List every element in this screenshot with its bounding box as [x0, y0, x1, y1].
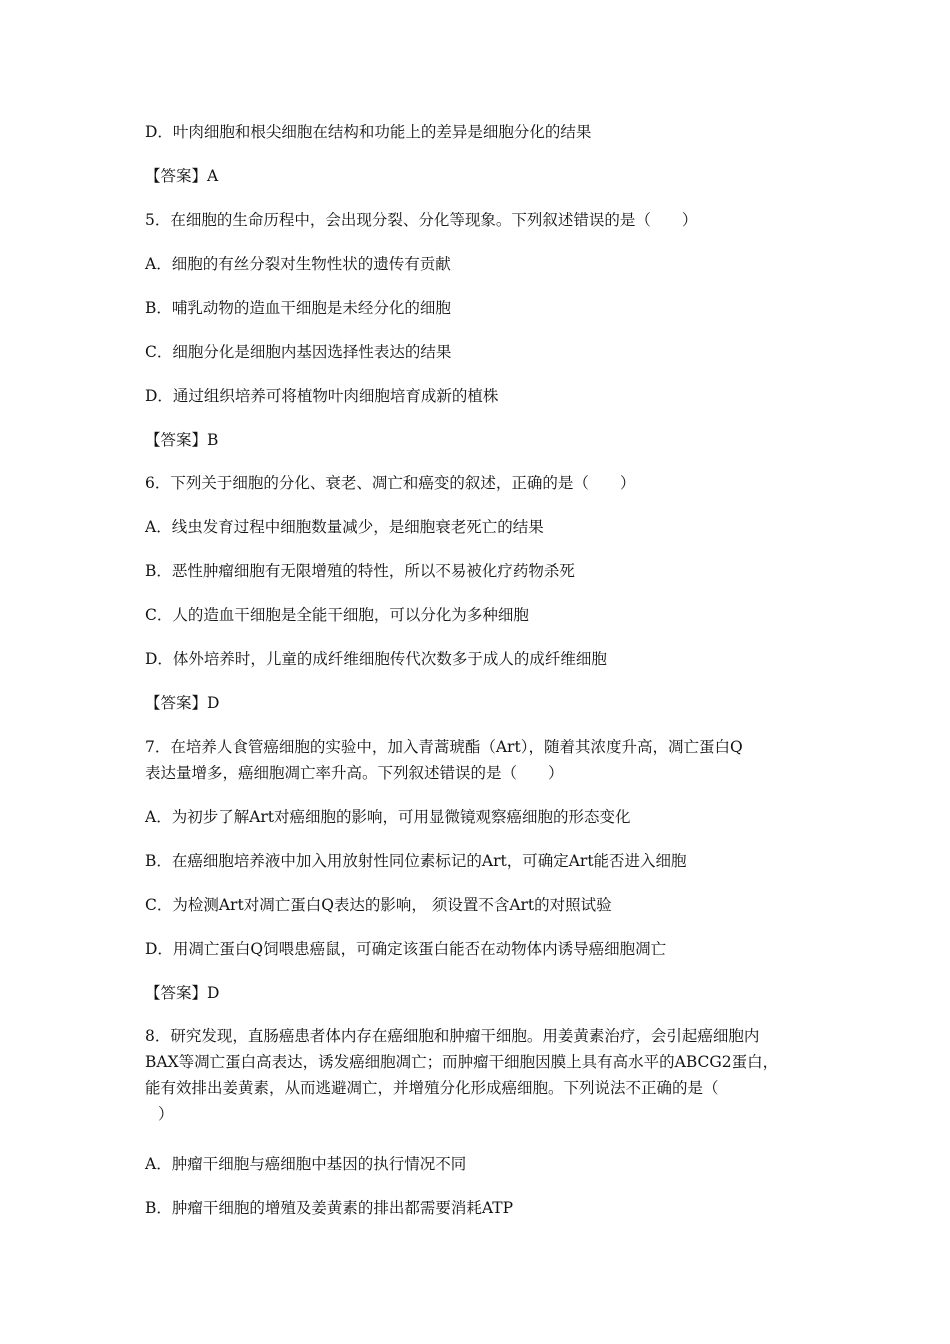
q5-option-a: A．细胞的有丝分裂对生物性状的遗传有贡献: [145, 255, 451, 273]
q8-option-a: A．肿瘤干细胞与癌细胞中基因的执行情况不同: [145, 1155, 467, 1173]
q6-option-b: B．恶性肿瘤细胞有无限增殖的特性，所以不易被化疗药物杀死: [145, 562, 575, 580]
q8-stem-line2: BAX等凋亡蛋白高表达，诱发癌细胞凋亡；而肿瘤干细胞因膜上具有高水平的ABCG2蛋白，: [145, 1053, 779, 1071]
q6-option-c: C．人的造血干细胞是全能干细胞，可以分化为多种细胞: [145, 606, 529, 624]
q7-option-b: B．在癌细胞培养液中加入用放射性同位素标记的Art，可确定Art能否进入细胞: [145, 852, 687, 870]
q6-option-a: A．线虫发育过程中细胞数量减少，是细胞衰老死亡的结果: [145, 518, 544, 536]
q5-stem: 5．在细胞的生命历程中，会出现分裂、分化等现象。下列叙述错误的是（ ）: [145, 211, 698, 229]
q8-stem-line4: ）: [158, 1105, 174, 1123]
q4-answer: 【答案】A: [145, 167, 219, 185]
q6-answer: 【答案】D: [145, 694, 220, 712]
q7-stem-line2: 表达量增多，癌细胞凋亡率升高。下列叙述错误的是（ ）: [145, 764, 564, 782]
q5-option-b: B．哺乳动物的造血干细胞是未经分化的细胞: [145, 299, 451, 317]
q4-option-d: D．叶肉细胞和根尖细胞在结构和功能上的差异是细胞分化的结果: [145, 123, 592, 141]
q8-stem-line3: 能有效排出姜黄素，从而逃避凋亡，并增殖分化形成癌细胞。下列说法不正确的是（: [145, 1079, 719, 1097]
q7-option-d: D．用凋亡蛋白Q饲喂患癌鼠，可确定该蛋白能否在动物体内诱导癌细胞凋亡: [145, 940, 667, 958]
q5-answer: 【答案】B: [145, 431, 219, 449]
q5-option-c: C．细胞分化是细胞内基因选择性表达的结果: [145, 343, 452, 361]
q6-stem: 6．下列关于细胞的分化、衰老、凋亡和癌变的叙述，正确的是（ ）: [145, 474, 636, 492]
q7-stem-line1: 7．在培养人食管癌细胞的实验中，加入青蒿琥酯（Art），随着其浓度升高，凋亡蛋白Q: [145, 738, 743, 756]
q7-answer: 【答案】D: [145, 984, 220, 1002]
q8-option-b: B．肿瘤干细胞的增殖及姜黄素的排出都需要消耗ATP: [145, 1199, 514, 1217]
q5-option-d: D．通过组织培养可将植物叶肉细胞培育成新的植株: [145, 387, 499, 405]
q7-option-c: C．为检测Art对凋亡蛋白Q表达的影响， 须设置不含Art的对照试验: [145, 896, 612, 914]
q6-option-d: D．体外培养时，儿童的成纤维细胞传代次数多于成人的成纤维细胞: [145, 650, 607, 668]
q8-stem-line1: 8．研究发现，直肠癌患者体内存在癌细胞和肿瘤干细胞。用姜黄素治疗，会引起癌细胞内: [145, 1027, 760, 1045]
q7-option-a: A．为初步了解Art对癌细胞的影响，可用显微镜观察癌细胞的形态变化: [145, 808, 631, 826]
